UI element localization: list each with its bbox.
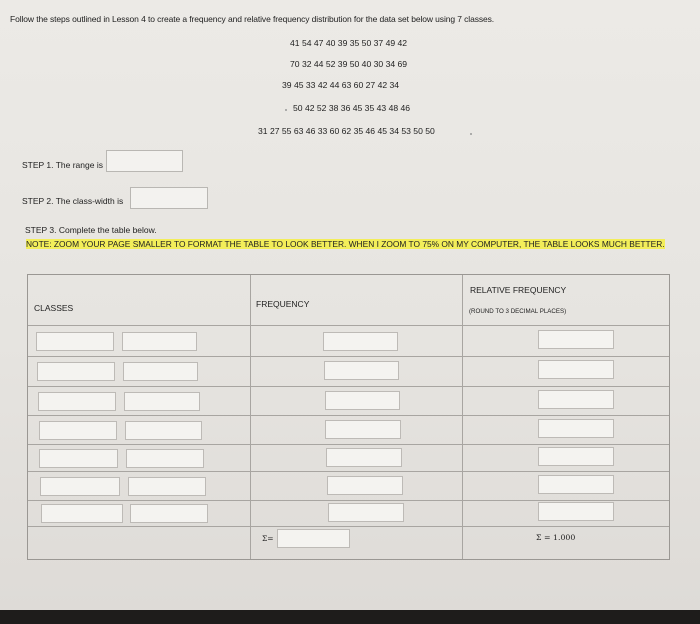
relative-frequency-input[interactable] [538, 475, 614, 494]
relative-frequency-sum: Σ = 1.000 [536, 533, 576, 542]
data-line-4: 50 42 52 38 36 45 35 43 48 46 [293, 103, 411, 113]
relative-frequency-input[interactable] [538, 419, 614, 438]
class-upper-input[interactable] [130, 504, 208, 523]
grid-line [28, 415, 669, 416]
frequency-input[interactable] [326, 448, 402, 467]
frequency-input[interactable] [325, 391, 400, 410]
frequency-input[interactable] [328, 503, 404, 522]
screen-bottom-edge [0, 610, 700, 624]
zoom-note [26, 238, 666, 251]
grid-line [28, 356, 669, 357]
class-lower-input[interactable] [41, 504, 123, 523]
class-upper-input[interactable] [124, 392, 200, 411]
header-round-note: (ROUND TO 3 DECIMAL PLACES) [469, 308, 567, 315]
header-classes: CLASSES [34, 303, 74, 313]
class-lower-input[interactable] [39, 449, 118, 468]
frequency-input[interactable] [323, 332, 398, 351]
class-width-input[interactable] [130, 187, 208, 209]
grid-line [462, 275, 463, 559]
class-upper-input[interactable] [125, 421, 202, 440]
class-lower-input[interactable] [36, 332, 114, 351]
class-lower-input[interactable] [37, 362, 115, 381]
grid-line [28, 386, 669, 387]
step3-label: STEP 3. Complete the table below. [25, 225, 157, 235]
frequency-input[interactable] [324, 361, 399, 380]
relative-frequency-input[interactable] [538, 360, 614, 379]
instructions-text: Follow the steps outlined in Lesson 4 to create a frequency and relative frequency distribution for the data set below using 7 classes. [10, 14, 495, 24]
zoom-note-text: NOTE: ZOOM YOUR PAGE SMALLER TO FORMAT THE TABLE TO LOOK BETTER. WHEN I ZOOM TO 75% ON MY COMPUTER, THE TABLE LOOKS MUCH BETTER. [26, 239, 665, 249]
header-frequency: FREQUENCY [256, 299, 310, 309]
frequency-input[interactable] [325, 420, 401, 439]
stray-mark [285, 109, 287, 111]
class-upper-input[interactable] [126, 449, 204, 468]
step1-label: STEP 1. The range is [22, 160, 103, 170]
data-line-2: 70 32 44 52 39 50 40 30 34 69 [290, 59, 408, 69]
class-lower-input[interactable] [40, 477, 120, 496]
grid-line [28, 325, 669, 326]
class-upper-input[interactable] [122, 332, 197, 351]
frequency-table [27, 274, 670, 560]
relative-frequency-input[interactable] [538, 330, 614, 349]
relative-frequency-input[interactable] [538, 390, 614, 409]
frequency-input[interactable] [327, 476, 403, 495]
header-relative-frequency: RELATIVE FREQUENCY [470, 285, 567, 295]
grid-line [28, 444, 669, 445]
data-line-1: 41 54 47 40 39 35 50 37 49 42 [290, 38, 408, 48]
class-lower-input[interactable] [39, 421, 117, 440]
class-upper-input[interactable] [128, 477, 206, 496]
frequency-sum-input[interactable] [277, 529, 350, 548]
relative-frequency-input[interactable] [538, 447, 614, 466]
data-line-3: 39 45 33 42 44 63 60 27 42 34 [282, 80, 400, 90]
class-upper-input[interactable] [123, 362, 198, 381]
range-input[interactable] [106, 150, 183, 172]
data-line-5: 31 27 55 63 46 33 60 62 35 46 45 34 53 50 50 [258, 126, 435, 136]
frequency-sum-label: Σ= [262, 534, 274, 543]
class-lower-input[interactable] [38, 392, 116, 411]
grid-line [28, 471, 669, 472]
relative-frequency-input[interactable] [538, 502, 614, 521]
grid-line [250, 275, 251, 559]
step2-label: STEP 2. The class-width is [22, 196, 124, 206]
grid-line [28, 500, 669, 501]
grid-line [28, 526, 669, 527]
stray-mark [470, 133, 472, 135]
